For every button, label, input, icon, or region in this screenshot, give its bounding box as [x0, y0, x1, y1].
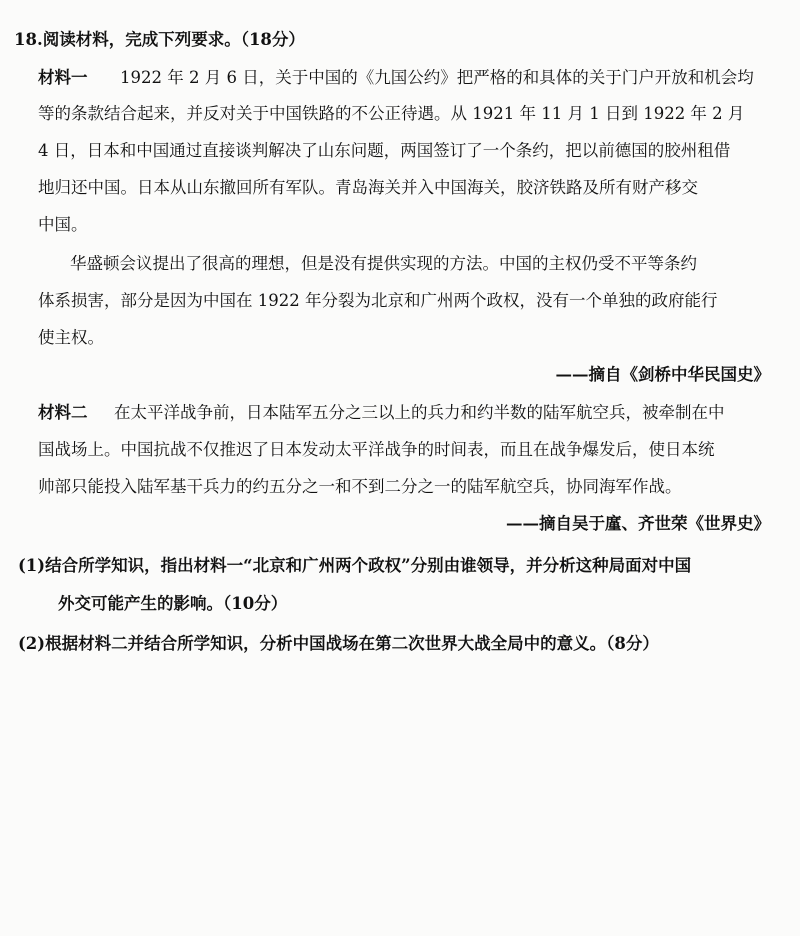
- material1-text-1: 1922 年 2 月 6 日，关于中国的《九国公约》把严格的和具体的关于门户开放和机会均: [120, 68, 754, 87]
- material1-line-7: 体系损害，部分是因为中国在 1922 年分裂为北京和广州两个政权，没有一个单独的政府能行: [38, 291, 718, 310]
- material1-line-1: [38, 68, 754, 88]
- material1-line-8: 使主权。: [38, 328, 104, 347]
- material1-line-2: 等的条款结合起来，并反对关于中国铁路的不公正待遇。从 1921 年 11 月 1 日到 1922 年 2 月: [38, 104, 745, 123]
- sub-question-1-line-1: (1)结合所学知识，指出材料一“北京和广州两个政权”分别由谁领导，并分析这种局面对中国: [18, 556, 692, 575]
- material1-source: ——摘自《剑桥中华民国史》: [555, 365, 770, 384]
- material2-label: 材料二: [38, 403, 88, 422]
- material1-label: 材料一: [38, 68, 88, 87]
- material2-text-1: 在太平洋战争前，日本陆军五分之三以上的兵力和约半数的陆军航空兵，被牵制在中: [114, 403, 725, 422]
- material2-line-1: [38, 403, 725, 423]
- material1-line-5: 中国。: [38, 215, 88, 234]
- material1-line-6: 华盛顿会议提出了很高的理想，但是没有提供实现的方法。中国的主权仍受不平等条约: [70, 254, 697, 273]
- material1-line-4: 地归还中国。日本从山东撤回所有军队。青岛海关并入中国海关，胶济铁路及所有财产移交: [38, 178, 698, 197]
- sub-question-1-line-2: 外交可能产生的影响。（10分）: [58, 594, 288, 613]
- question-title: 18.阅读材料，完成下列要求。（18分）: [14, 30, 305, 49]
- material2-source: ——摘自吴于廑、齐世荣《世界史》: [506, 514, 770, 533]
- sub-question-2: (2)根据材料二并结合所学知识，分析中国战场在第二次世界大战全局中的意义。（8分）: [18, 634, 659, 653]
- material2-line-3: 帅部只能投入陆军基干兵力的约五分之一和不到二分之一的陆军航空兵，协同海军作战。: [38, 477, 682, 496]
- material1-line-3: 4 日，日本和中国通过直接谈判解决了山东问题，两国签订了一个条约，把以前德国的胶州租借: [38, 141, 731, 160]
- material2-line-2: 国战场上。中国抗战不仅推迟了日本发动太平洋战争的时间表，而且在战争爆发后，使日本统: [38, 440, 715, 459]
